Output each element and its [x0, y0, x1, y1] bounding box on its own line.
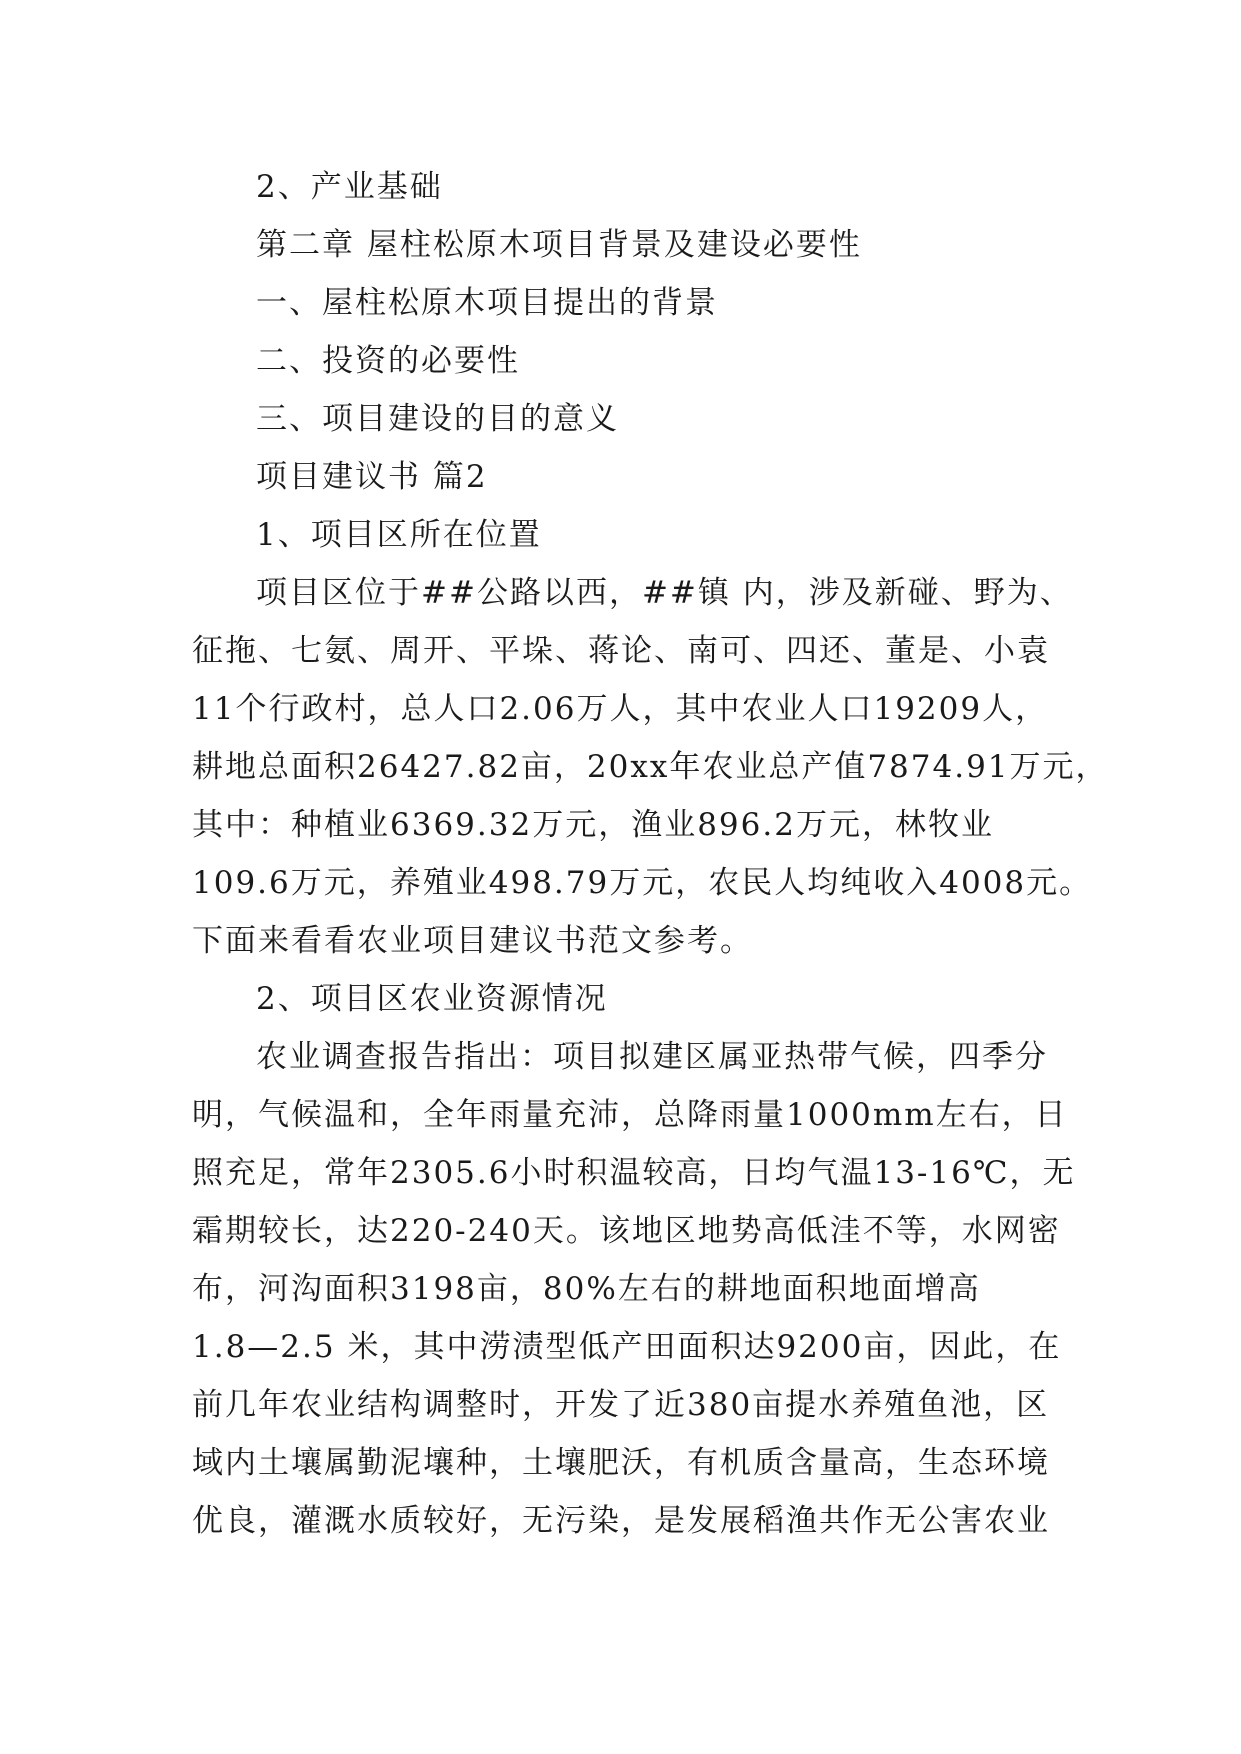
paragraph-line: 农业调查报告指出：项目拟建区属亚热带气候，四季分	[256, 1039, 1048, 1075]
section-heading: 1、项目区所在位置	[256, 517, 542, 553]
document-body	[192, 158, 1109, 1550]
section-heading: 2、产业基础	[256, 169, 443, 205]
document-title: 项目建议书 篇2	[256, 459, 488, 495]
paragraph-line: 其中：种植业6369.32万元，渔业896.2万元，林牧业	[192, 807, 994, 843]
chapter-heading: 第二章 屋柱松原木项目背景及建设必要性	[256, 227, 862, 263]
paragraph-line: 霜期较长，达220-240天。该地区地势高低洼不等，水网密	[192, 1213, 1061, 1249]
paragraph-line: 耕地总面积26427.82亩，20xx年农业总产值7874.91万元，	[192, 749, 1109, 785]
paragraph-line: 11个行政村，总人口2.06万人，其中农业人口19209人，	[192, 691, 1049, 727]
section-heading: 一、屋柱松原木项目提出的背景	[256, 285, 718, 321]
section-heading: 三、项目建设的目的意义	[256, 401, 619, 437]
paragraph-line: 照充足，常年2305.6小时积温较高，日均气温13-16℃，无	[192, 1155, 1076, 1191]
paragraph-line: 布，河沟面积3198亩，80%左右的耕地面积地面增高	[192, 1271, 981, 1307]
paragraph-line: 征拖、七氨、周开、平垛、蒋论、南可、四还、董是、小袁	[192, 633, 1050, 669]
paragraph-line: 1.8—2.5 米，其中涝渍型低产田面积达9200亩，因此，在	[192, 1329, 1062, 1365]
paragraph-line: 项目区位于##公路以西，##镇 内，涉及新碰、野为、	[256, 575, 1073, 611]
paragraph-line: 明，气候温和，全年雨量充沛，总降雨量1000mm左右，日	[192, 1097, 1068, 1133]
paragraph-line: 优良，灌溉水质较好，无污染，是发展稻渔共作无公害农业	[192, 1503, 1050, 1539]
paragraph-line: 下面来看看农业项目建议书范文参考。	[192, 923, 753, 959]
section-heading: 2、项目区农业资源情况	[256, 981, 608, 1017]
paragraph-line: 109.6万元，养殖业498.79万元，农民人均纯收入4008元。	[192, 865, 1093, 901]
paragraph-line: 域内土壤属勤泥壤种，土壤肥沃，有机质含量高，生态环境	[192, 1445, 1050, 1481]
section-heading: 二、投资的必要性	[256, 343, 520, 379]
paragraph-line: 前几年农业结构调整时，开发了近380亩提水养殖鱼池，区	[192, 1387, 1050, 1423]
